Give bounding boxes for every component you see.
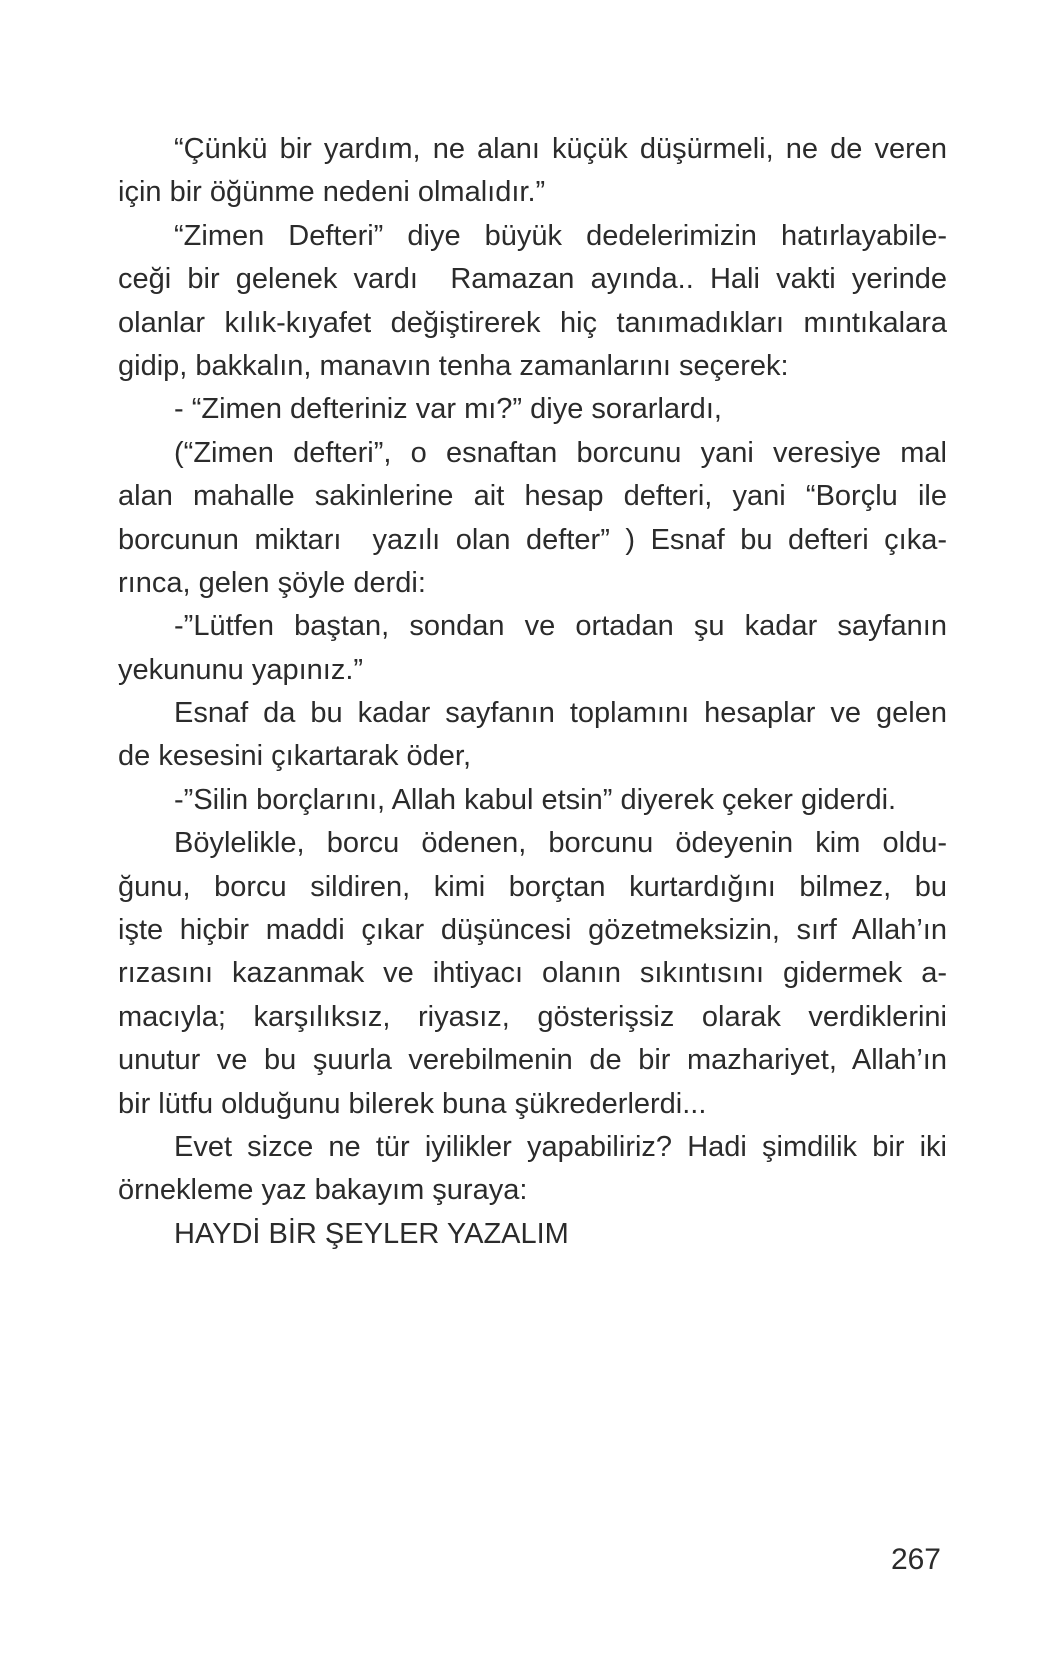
- text-line: unutur ve bu şuurla verebilmenin de bir mazhariyet, Allah’ın: [118, 1044, 947, 1077]
- text-line: de kesesini çıkartarak öder,: [118, 740, 472, 773]
- text-line: örnekleme yaz bakayım şuraya:: [118, 1174, 528, 1207]
- text-line: olanlar kılık-kıyafet değiştirerek hiç tanımadıkları mıntıkalara: [118, 306, 947, 339]
- text-line: bir lütfu olduğunu bilerek buna şükrederlerdi...: [118, 1087, 707, 1120]
- text-line: yekununu yapınız.”: [118, 653, 364, 686]
- text-line: “Çünkü bir yardım, ne alanı küçük düşürmeli, ne de veren: [174, 133, 947, 165]
- text-line: (“Zimen defteri”, o esnaftan borcunu yani veresiye mal: [174, 436, 947, 469]
- text-line: rınca, gelen şöyle derdi:: [118, 566, 426, 599]
- text-line: gidip, bakkalın, manavın tenha zamanlarını seçerek:: [118, 349, 789, 382]
- text-line: -”Lütfen baştan, sondan ve ortadan şu kadar sayfanın: [174, 610, 947, 643]
- text-line: rızasını kazanmak ve ihtiyacı olanın sıkıntısını gidermek a-: [118, 957, 947, 990]
- text-line: HAYDİ BİR ŞEYLER YAZALIM: [174, 1217, 569, 1250]
- text-line: alan mahalle sakinlerine ait hesap defteri, yani “Borçlu ile: [118, 480, 947, 513]
- text-line: Esnaf da bu kadar sayfanın toplamını hesaplar ve gelen: [174, 697, 947, 730]
- text-line: borcunun miktarı yazılı olan defter” ) Esnaf bu defteri çıka-: [118, 523, 947, 556]
- text-line: Böylelikle, borcu ödenen, borcunu ödeyenin kim oldu-: [174, 827, 947, 860]
- text-line: işte hiçbir maddi çıkar düşüncesi gözetmeksizin, sırf Allah’ın: [118, 914, 947, 947]
- text-line: için bir öğünme nedeni olmalıdır.”: [118, 176, 546, 209]
- text-line: Evet sizce ne tür iyilikler yapabiliriz? Hadi şimdilik bir iki: [174, 1130, 947, 1163]
- text-line: “Zimen Defteri” diye büyük dedelerimizin hatırlayabile-: [174, 219, 947, 252]
- text-line: -”Silin borçlarını, Allah kabul etsin” diyerek çeker giderdi.: [174, 783, 897, 816]
- body-text: [118, 128, 947, 1256]
- text-line: ğunu, borcu sildiren, kimi borçtan kurtardığını bilmez, bu: [118, 870, 947, 903]
- text-line: macıyla; karşılıksız, riyasız, gösterişsiz olarak verdiklerini: [118, 1000, 947, 1033]
- text-line: ceği bir gelenek vardı Ramazan ayında.. Hali vakti yerinde: [118, 263, 947, 296]
- text-line: - “Zimen defteriniz var mı?” diye sorarlardı,: [174, 393, 722, 426]
- page-number: 267: [890, 1543, 941, 1576]
